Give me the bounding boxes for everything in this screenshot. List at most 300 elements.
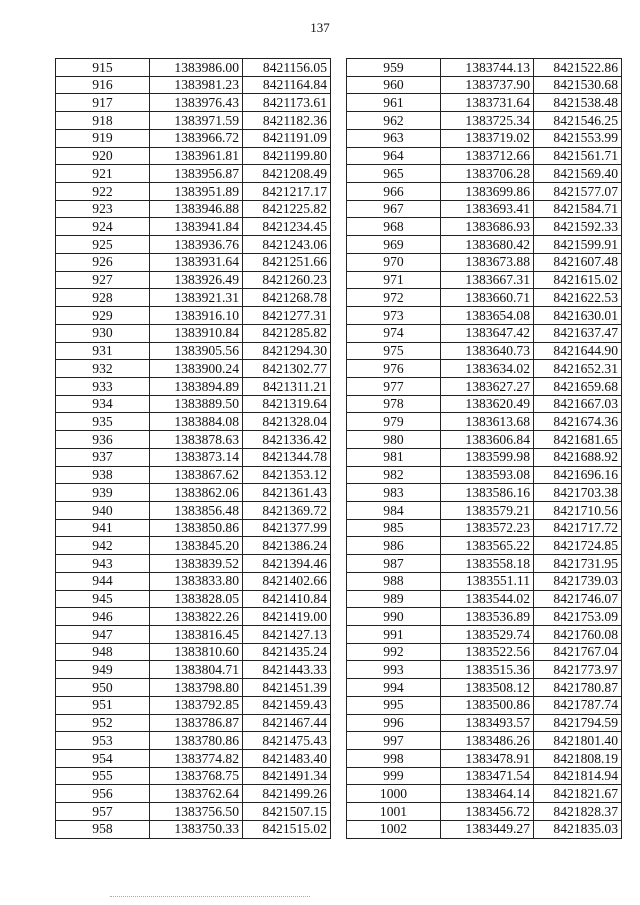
table-row [56,147,331,165]
x-coordinate-cell: 1383862.06 [150,484,243,502]
coordinates-table-left [55,58,331,839]
point-number-cell: 938 [56,466,150,484]
point-number-cell: 969 [347,236,441,254]
table-row [347,608,622,626]
table-row [347,200,622,218]
y-coordinate-cell: 8421217.17 [243,183,331,201]
y-coordinate-cell: 8421637.47 [534,324,622,342]
table-row [347,253,622,271]
point-number-cell: 997 [347,732,441,750]
y-coordinate-cell: 8421234.45 [243,218,331,236]
table-row [347,59,622,77]
x-coordinate-cell: 1383850.86 [150,519,243,537]
y-coordinate-cell: 8421361.43 [243,484,331,502]
point-number-cell: 995 [347,696,441,714]
table-row [347,537,622,555]
table-row [56,537,331,555]
table-row [347,129,622,147]
y-coordinate-cell: 8421435.24 [243,643,331,661]
x-coordinate-cell: 1383833.80 [150,572,243,590]
point-number-cell: 927 [56,271,150,289]
x-coordinate-cell: 1383731.64 [441,94,534,112]
x-coordinate-cell: 1383910.84 [150,324,243,342]
point-number-cell: 949 [56,661,150,679]
table-row [56,767,331,785]
y-coordinate-cell: 8421507.15 [243,803,331,821]
table-row [347,661,622,679]
x-coordinate-cell: 1383774.82 [150,750,243,768]
x-coordinate-cell: 1383737.90 [441,76,534,94]
table-row [56,661,331,679]
point-number-cell: 919 [56,129,150,147]
y-coordinate-cell: 8421794.59 [534,714,622,732]
point-number-cell: 961 [347,94,441,112]
x-coordinate-cell: 1383536.89 [441,608,534,626]
y-coordinate-cell: 8421443.33 [243,661,331,679]
table-row [347,413,622,431]
y-coordinate-cell: 8421225.82 [243,200,331,218]
table-row [347,501,622,519]
point-number-cell: 921 [56,165,150,183]
y-coordinate-cell: 8421156.05 [243,59,331,77]
point-number-cell: 934 [56,395,150,413]
table-row [56,696,331,714]
point-number-cell: 999 [347,767,441,785]
point-number-cell: 941 [56,519,150,537]
x-coordinate-cell: 1383558.18 [441,555,534,573]
point-number-cell: 998 [347,750,441,768]
table-row [56,448,331,466]
point-number-cell: 950 [56,679,150,697]
page-number: 137 [310,20,330,35]
point-number-cell: 967 [347,200,441,218]
point-number-cell: 1002 [347,820,441,838]
table-row [347,750,622,768]
x-coordinate-cell: 1383780.86 [150,732,243,750]
y-coordinate-cell: 8421294.30 [243,342,331,360]
y-coordinate-cell: 8421630.01 [534,307,622,325]
point-number-cell: 980 [347,431,441,449]
x-coordinate-cell: 1383640.73 [441,342,534,360]
y-coordinate-cell: 8421410.84 [243,590,331,608]
x-coordinate-cell: 1383768.75 [150,767,243,785]
table-row [347,466,622,484]
point-number-cell: 985 [347,519,441,537]
table-row [347,183,622,201]
y-coordinate-cell: 8421615.02 [534,271,622,289]
table-row [347,431,622,449]
x-coordinate-cell: 1383981.23 [150,76,243,94]
point-number-cell: 917 [56,94,150,112]
y-coordinate-cell: 8421377.99 [243,519,331,537]
point-number-cell: 971 [347,271,441,289]
x-coordinate-cell: 1383593.08 [441,466,534,484]
table-row [56,289,331,307]
x-coordinate-cell: 1383971.59 [150,112,243,130]
y-coordinate-cell: 8421260.23 [243,271,331,289]
x-coordinate-cell: 1383961.81 [150,147,243,165]
point-number-cell: 982 [347,466,441,484]
x-coordinate-cell: 1383786.87 [150,714,243,732]
point-number-cell: 940 [56,501,150,519]
point-number-cell: 916 [56,76,150,94]
table-row [56,183,331,201]
y-coordinate-cell: 8421285.82 [243,324,331,342]
x-coordinate-cell: 1383493.57 [441,714,534,732]
x-coordinate-cell: 1383654.08 [441,307,534,325]
point-number-cell: 957 [56,803,150,821]
point-number-cell: 994 [347,679,441,697]
x-coordinate-cell: 1383986.00 [150,59,243,77]
table-row [56,112,331,130]
point-number-cell: 930 [56,324,150,342]
y-coordinate-cell: 8421191.09 [243,129,331,147]
x-coordinate-cell: 1383750.33 [150,820,243,838]
y-coordinate-cell: 8421386.24 [243,537,331,555]
table-row [56,750,331,768]
point-number-cell: 1000 [347,785,441,803]
point-number-cell: 920 [56,147,150,165]
x-coordinate-cell: 1383828.05 [150,590,243,608]
y-coordinate-cell: 8421767.04 [534,643,622,661]
x-coordinate-cell: 1383762.64 [150,785,243,803]
x-coordinate-cell: 1383680.42 [441,236,534,254]
table-row [56,324,331,342]
table-row [347,820,622,838]
table-row [56,200,331,218]
point-number-cell: 992 [347,643,441,661]
point-number-cell: 993 [347,661,441,679]
y-coordinate-cell: 8421369.72 [243,501,331,519]
x-coordinate-cell: 1383839.52 [150,555,243,573]
point-number-cell: 974 [347,324,441,342]
y-coordinate-cell: 8421243.06 [243,236,331,254]
table-row [56,732,331,750]
x-coordinate-cell: 1383586.16 [441,484,534,502]
y-coordinate-cell: 8421182.36 [243,112,331,130]
y-coordinate-cell: 8421724.85 [534,537,622,555]
x-coordinate-cell: 1383449.27 [441,820,534,838]
point-number-cell: 936 [56,431,150,449]
table-row [56,714,331,732]
x-coordinate-cell: 1383792.85 [150,696,243,714]
point-number-cell: 928 [56,289,150,307]
y-coordinate-cell: 8421164.84 [243,76,331,94]
y-coordinate-cell: 8421546.25 [534,112,622,130]
point-number-cell: 952 [56,714,150,732]
table-row [56,413,331,431]
y-coordinate-cell: 8421821.67 [534,785,622,803]
y-coordinate-cell: 8421787.74 [534,696,622,714]
y-coordinate-cell: 8421584.71 [534,200,622,218]
table-row [347,342,622,360]
point-number-cell: 959 [347,59,441,77]
x-coordinate-cell: 1383620.49 [441,395,534,413]
point-number-cell: 963 [347,129,441,147]
y-coordinate-cell: 8421208.49 [243,165,331,183]
y-coordinate-cell: 8421652.31 [534,360,622,378]
point-number-cell: 935 [56,413,150,431]
y-coordinate-cell: 8421311.21 [243,377,331,395]
x-coordinate-cell: 1383667.31 [441,271,534,289]
x-coordinate-cell: 1383936.76 [150,236,243,254]
point-number-cell: 918 [56,112,150,130]
x-coordinate-cell: 1383522.56 [441,643,534,661]
point-number-cell: 964 [347,147,441,165]
table-row [347,785,622,803]
x-coordinate-cell: 1383500.86 [441,696,534,714]
x-coordinate-cell: 1383894.89 [150,377,243,395]
table-row [56,803,331,821]
point-number-cell: 984 [347,501,441,519]
y-coordinate-cell: 8421731.95 [534,555,622,573]
table-row [347,236,622,254]
y-coordinate-cell: 8421674.36 [534,413,622,431]
y-coordinate-cell: 8421538.48 [534,94,622,112]
table-row [56,626,331,644]
table-row [347,448,622,466]
x-coordinate-cell: 1383873.14 [150,448,243,466]
point-number-cell: 965 [347,165,441,183]
point-number-cell: 958 [56,820,150,838]
point-number-cell: 989 [347,590,441,608]
point-number-cell: 933 [56,377,150,395]
table-row [347,289,622,307]
y-coordinate-cell: 8421688.92 [534,448,622,466]
y-coordinate-cell: 8421336.42 [243,431,331,449]
x-coordinate-cell: 1383810.60 [150,643,243,661]
table-row [56,572,331,590]
x-coordinate-cell: 1383627.27 [441,377,534,395]
y-coordinate-cell: 8421277.31 [243,307,331,325]
x-coordinate-cell: 1383660.71 [441,289,534,307]
point-number-cell: 915 [56,59,150,77]
y-coordinate-cell: 8421746.07 [534,590,622,608]
x-coordinate-cell: 1383816.45 [150,626,243,644]
point-number-cell: 1001 [347,803,441,821]
table-row [56,395,331,413]
y-coordinate-cell: 8421760.08 [534,626,622,644]
y-coordinate-cell: 8421173.61 [243,94,331,112]
y-coordinate-cell: 8421475.43 [243,732,331,750]
x-coordinate-cell: 1383613.68 [441,413,534,431]
table-row [347,572,622,590]
y-coordinate-cell: 8421328.04 [243,413,331,431]
table-row [56,360,331,378]
x-coordinate-cell: 1383845.20 [150,537,243,555]
x-coordinate-cell: 1383951.89 [150,183,243,201]
point-number-cell: 996 [347,714,441,732]
y-coordinate-cell: 8421530.68 [534,76,622,94]
point-number-cell: 955 [56,767,150,785]
table-row [56,129,331,147]
y-coordinate-cell: 8421599.91 [534,236,622,254]
table-row [347,112,622,130]
y-coordinate-cell: 8421459.43 [243,696,331,714]
y-coordinate-cell: 8421427.13 [243,626,331,644]
x-coordinate-cell: 1383673.88 [441,253,534,271]
table-row [56,608,331,626]
y-coordinate-cell: 8421302.77 [243,360,331,378]
table-row [56,820,331,838]
table-row [347,679,622,697]
x-coordinate-cell: 1383931.64 [150,253,243,271]
table-row [56,431,331,449]
point-number-cell: 931 [56,342,150,360]
point-number-cell: 977 [347,377,441,395]
point-number-cell: 979 [347,413,441,431]
point-number-cell: 983 [347,484,441,502]
table-row [347,803,622,821]
point-number-cell: 973 [347,307,441,325]
y-coordinate-cell: 8421561.71 [534,147,622,165]
y-coordinate-cell: 8421402.66 [243,572,331,590]
y-coordinate-cell: 8421353.12 [243,466,331,484]
table-row [347,395,622,413]
y-coordinate-cell: 8421451.39 [243,679,331,697]
y-coordinate-cell: 8421710.56 [534,501,622,519]
x-coordinate-cell: 1383867.62 [150,466,243,484]
point-number-cell: 954 [56,750,150,768]
point-number-cell: 981 [347,448,441,466]
x-coordinate-cell: 1383798.80 [150,679,243,697]
y-coordinate-cell: 8421607.48 [534,253,622,271]
point-number-cell: 972 [347,289,441,307]
table-row [56,643,331,661]
y-coordinate-cell: 8421394.46 [243,555,331,573]
point-number-cell: 925 [56,236,150,254]
y-coordinate-cell: 8421522.86 [534,59,622,77]
table-row [347,626,622,644]
y-coordinate-cell: 8421696.16 [534,466,622,484]
table-row [347,360,622,378]
point-number-cell: 986 [347,537,441,555]
table-row [56,271,331,289]
y-coordinate-cell: 8421569.40 [534,165,622,183]
point-number-cell: 960 [347,76,441,94]
table-row [347,76,622,94]
x-coordinate-cell: 1383634.02 [441,360,534,378]
x-coordinate-cell: 1383941.84 [150,218,243,236]
x-coordinate-cell: 1383719.02 [441,129,534,147]
x-coordinate-cell: 1383515.36 [441,661,534,679]
point-number-cell: 975 [347,342,441,360]
table-row [347,555,622,573]
table-row [56,519,331,537]
y-coordinate-cell: 8421801.40 [534,732,622,750]
table-row [56,466,331,484]
point-number-cell: 926 [56,253,150,271]
y-coordinate-cell: 8421681.65 [534,431,622,449]
table-row [347,714,622,732]
table-row [347,147,622,165]
x-coordinate-cell: 1383572.23 [441,519,534,537]
table-row [56,59,331,77]
point-number-cell: 929 [56,307,150,325]
table-row [347,767,622,785]
y-coordinate-cell: 8421344.78 [243,448,331,466]
y-coordinate-cell: 8421251.66 [243,253,331,271]
table-row [56,484,331,502]
point-number-cell: 932 [56,360,150,378]
y-coordinate-cell: 8421592.33 [534,218,622,236]
y-coordinate-cell: 8421808.19 [534,750,622,768]
table-row [347,307,622,325]
table-row [347,643,622,661]
x-coordinate-cell: 1383725.34 [441,112,534,130]
y-coordinate-cell: 8421717.72 [534,519,622,537]
x-coordinate-cell: 1383966.72 [150,129,243,147]
table-row [347,218,622,236]
x-coordinate-cell: 1383900.24 [150,360,243,378]
table-row [347,732,622,750]
table-row [56,590,331,608]
point-number-cell: 922 [56,183,150,201]
table-row [347,165,622,183]
point-number-cell: 962 [347,112,441,130]
x-coordinate-cell: 1383756.50 [150,803,243,821]
table-row [347,484,622,502]
y-coordinate-cell: 8421199.80 [243,147,331,165]
point-number-cell: 942 [56,537,150,555]
x-coordinate-cell: 1383878.63 [150,431,243,449]
x-coordinate-cell: 1383551.11 [441,572,534,590]
x-coordinate-cell: 1383508.12 [441,679,534,697]
point-number-cell: 976 [347,360,441,378]
y-coordinate-cell: 8421491.34 [243,767,331,785]
x-coordinate-cell: 1383606.84 [441,431,534,449]
table-row [56,377,331,395]
point-number-cell: 970 [347,253,441,271]
x-coordinate-cell: 1383456.72 [441,803,534,821]
point-number-cell: 937 [56,448,150,466]
point-number-cell: 924 [56,218,150,236]
table-row [347,271,622,289]
x-coordinate-cell: 1383889.50 [150,395,243,413]
x-coordinate-cell: 1383921.31 [150,289,243,307]
x-coordinate-cell: 1383647.42 [441,324,534,342]
y-coordinate-cell: 8421773.97 [534,661,622,679]
x-coordinate-cell: 1383744.13 [441,59,534,77]
table-row [347,590,622,608]
table-row [56,555,331,573]
y-coordinate-cell: 8421553.99 [534,129,622,147]
x-coordinate-cell: 1383712.66 [441,147,534,165]
x-coordinate-cell: 1383804.71 [150,661,243,679]
y-coordinate-cell: 8421739.03 [534,572,622,590]
y-coordinate-cell: 8421780.87 [534,679,622,697]
x-coordinate-cell: 1383599.98 [441,448,534,466]
point-number-cell: 953 [56,732,150,750]
y-coordinate-cell: 8421828.37 [534,803,622,821]
x-coordinate-cell: 1383579.21 [441,501,534,519]
x-coordinate-cell: 1383565.22 [441,537,534,555]
x-coordinate-cell: 1383529.74 [441,626,534,644]
point-number-cell: 956 [56,785,150,803]
x-coordinate-cell: 1383884.08 [150,413,243,431]
point-number-cell: 987 [347,555,441,573]
y-coordinate-cell: 8421515.02 [243,820,331,838]
point-number-cell: 966 [347,183,441,201]
table-row [56,76,331,94]
y-coordinate-cell: 8421703.38 [534,484,622,502]
y-coordinate-cell: 8421319.64 [243,395,331,413]
point-number-cell: 946 [56,608,150,626]
y-coordinate-cell: 8421667.03 [534,395,622,413]
y-coordinate-cell: 8421499.26 [243,785,331,803]
y-coordinate-cell: 8421268.78 [243,289,331,307]
point-number-cell: 944 [56,572,150,590]
